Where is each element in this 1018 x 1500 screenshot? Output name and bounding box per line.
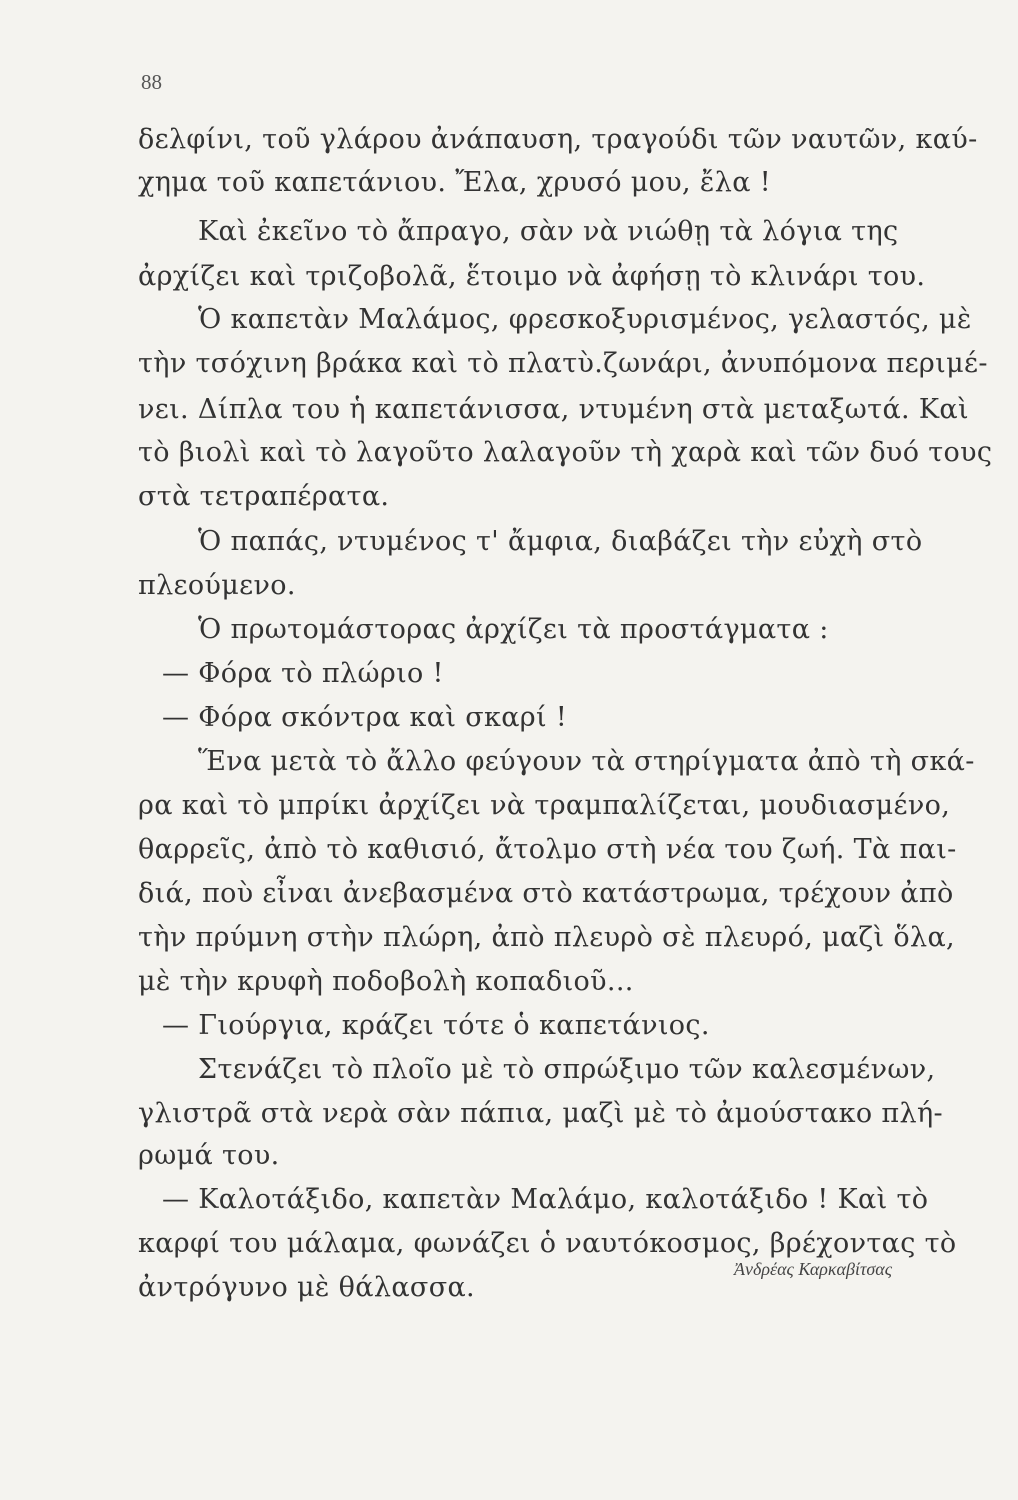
text-line: στὰ τετραπέρατα. <box>138 481 390 512</box>
dialogue-line: — Γιούργια, κράζει τότε ὁ καπετάνιος. <box>162 1010 710 1041</box>
text-line: Καὶ ἐκεῖνο τὸ ἄπραγο, σὰν νὰ νιώθῃ τὰ λόγια της <box>198 216 899 247</box>
text-line: ἀρχίζει καὶ τριζοβολᾶ, ἕτοιμο νὰ ἀφήσῃ τὸ κλινάρι του. <box>138 261 926 292</box>
text-line: νει. Δίπλα του ἡ καπετάνισσα, ντυμένη στὰ μεταξωτά. Καὶ <box>138 394 969 425</box>
text-line: γλιστρᾶ στὰ νερὰ σὰν πάπια, μαζὶ μὲ τὸ ἀμούστακο πλή- <box>138 1098 943 1129</box>
text-line: θαρρεῖς, ἀπὸ τὸ καθισιό, ἄτολμο στὴ νέα του ζωή. Τὰ παι- <box>138 834 957 865</box>
text-line: Στενάζει τὸ πλοῖο μὲ τὸ σπρώξιμο τῶν καλεσμένων, <box>198 1054 936 1085</box>
text-line: Ὁ παπάς, ντυμένος τ' ἄμφια, διαβάζει τὴν εὐχὴ στὸ <box>198 526 923 557</box>
text-line: ρα καὶ τὸ μπρίκι ἀρχίζει νὰ τραμπαλίζεται, μουδιασμένο, <box>138 790 951 821</box>
page-number: 88 <box>141 70 162 94</box>
dialogue-line: — Φόρα σκόντρα καὶ σκαρί ! <box>162 702 568 733</box>
text-line: τὴν πρύμνη στὴν πλώρη, ἀπὸ πλευρὸ σὲ πλευρό, μαζὶ ὅλα, <box>138 922 955 953</box>
text-line: Ὁ καπετὰν Μαλάμος, φρεσκοξυρισμένος, γελαστός, μὲ <box>198 304 972 335</box>
text-line: τὸ βιολὶ καὶ τὸ λαγοῦτο λαλαγοῦν τὴ χαρὰ καὶ τῶν δυό τους <box>138 437 993 468</box>
dialogue-line: — Φόρα τὸ πλώριο ! <box>162 658 444 689</box>
text-line: Ὁ πρωτομάστορας ἀρχίζει τὰ προστάγματα : <box>198 614 829 645</box>
dialogue-line: — Καλοτάξιδο, καπετὰν Μαλάμο, καλοτάξιδο ! Καὶ τὸ <box>162 1184 929 1215</box>
text-line: ἀντρόγυνο μὲ θάλασσα. <box>138 1272 475 1303</box>
text-line: μὲ τὴν κρυφὴ ποδοβολὴ κοπαδιοῦ... <box>138 966 634 997</box>
text-line: τὴν τσόχινη βράκα καὶ τὸ πλατὺ.ζωνάρι, ἀνυπόμονα περιμέ- <box>138 348 988 379</box>
author-signature: Ἀνδρέας Καρκαβίτσας <box>734 1259 893 1279</box>
text-line: καρφί του μάλαμα, φωνάζει ὁ ναυτόκοσμος, βρέχοντας τὸ <box>138 1228 957 1259</box>
text-line: πλεούμενο. <box>138 570 296 601</box>
text-line: ρωμά του. <box>138 1140 280 1171</box>
text-line: Ἕνα μετὰ τὸ ἄλλο φεύγουν τὰ στηρίγματα ἀπὸ τὴ σκά- <box>198 746 975 777</box>
text-line: διά, ποὺ εἶναι ἀνεβασμένα στὸ κατάστρωμα, τρέχουν ἀπὸ <box>138 878 954 909</box>
text-line: δελφίνι, τοῦ γλάρου ἀνάπαυση, τραγούδι τῶν ναυτῶν, καύ- <box>138 124 978 155</box>
text-line: χημα τοῦ καπετάνιου. Ἔλα, χρυσό μου, ἔλα ! <box>138 167 771 198</box>
